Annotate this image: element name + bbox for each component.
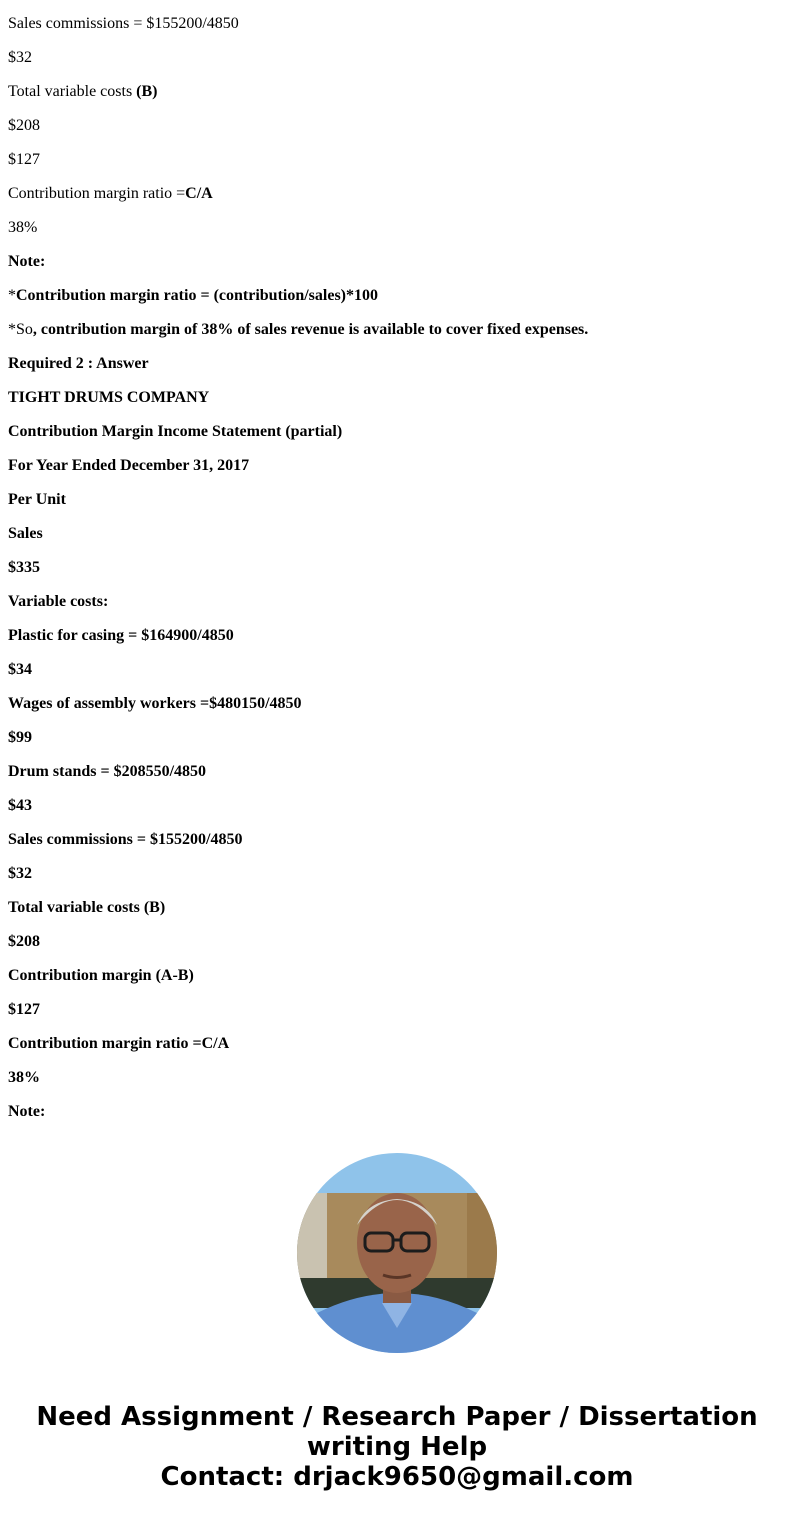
- line-bold-text: Variable costs:: [8, 593, 109, 610]
- text-line: [8, 865, 786, 899]
- text-line: [8, 389, 786, 423]
- text-line: [8, 899, 786, 933]
- text-line: [8, 1001, 786, 1035]
- line-bold-text: Plastic for casing = $164900/4850: [8, 627, 234, 644]
- line-text: 38%: [8, 219, 38, 236]
- line-bold-text: $32: [8, 865, 32, 882]
- text-line: [8, 933, 786, 967]
- text-line: [8, 185, 786, 219]
- line-bold-text: Contribution Margin Income Statement (partial): [8, 423, 343, 440]
- text-line: [8, 559, 786, 593]
- line-bold-text: Wages of assembly workers =$480150/4850: [8, 695, 302, 712]
- line-text: Total variable costs: [8, 83, 137, 100]
- text-line: [8, 1035, 786, 1069]
- text-line: [8, 593, 786, 627]
- author-photo: [297, 1153, 497, 1353]
- line-bold-text: 38%: [8, 1069, 40, 1086]
- line-bold-text: $34: [8, 661, 32, 678]
- solution-text: [8, 15, 786, 1137]
- line-bold-text: Note:: [8, 1103, 46, 1120]
- line-bold-text: Contribution margin ratio =C/A: [8, 1035, 230, 1052]
- text-line: [8, 151, 786, 185]
- line-text: Sales commissions = $155200/4850: [8, 15, 239, 32]
- text-line: [8, 83, 786, 117]
- text-line: [8, 627, 786, 661]
- text-line: [8, 49, 786, 83]
- line-bold-text: Per Unit: [8, 491, 66, 508]
- line-bold-text: Total variable costs (B): [8, 899, 166, 916]
- author-avatar: [297, 1153, 497, 1353]
- line-bold-text: (B): [136, 83, 158, 100]
- line-bold-text: Sales commissions = $155200/4850: [8, 831, 243, 848]
- text-line: [8, 321, 786, 355]
- contact-banner: [0, 1402, 794, 1492]
- line-bold-text: C/A: [185, 185, 213, 202]
- line-bold-text: $99: [8, 729, 32, 746]
- line-bold-text: , contribution margin of 38% of sales revenue is available to cover fixed expenses.: [32, 321, 589, 338]
- line-bold-text: $43: [8, 797, 32, 814]
- text-line: [8, 967, 786, 1001]
- line-bold-text: Drum stands = $208550/4850: [8, 763, 207, 780]
- text-line: [8, 729, 786, 763]
- line-text: $127: [8, 151, 40, 168]
- line-bold-text: Contribution margin ratio = (contribution/sales)*100: [16, 287, 379, 304]
- text-line: [8, 219, 786, 253]
- line-bold-text: For Year Ended December 31, 2017: [8, 457, 250, 474]
- text-line: [8, 661, 786, 695]
- line-text: $208: [8, 117, 40, 134]
- line-bold-text: Note:: [8, 253, 46, 270]
- line-text: Contribution margin ratio =: [8, 185, 186, 202]
- text-line: [8, 457, 786, 491]
- line-bold-text: Required 2 : Answer: [8, 355, 149, 372]
- text-line: [8, 831, 786, 865]
- text-line: [8, 423, 786, 457]
- text-line: [8, 287, 786, 321]
- text-line: [8, 1069, 786, 1103]
- text-line: [8, 491, 786, 525]
- line-bold-text: $335: [8, 559, 40, 576]
- text-line: [8, 763, 786, 797]
- line-bold-text: $127: [8, 1001, 40, 1018]
- text-line: [8, 15, 786, 49]
- line-bold-text: $208: [8, 933, 40, 950]
- line-text: $32: [8, 49, 32, 66]
- text-line: [8, 253, 786, 287]
- banner-line-1: Need Assignment / Research Paper / Dissertation: [36, 1402, 758, 1432]
- text-line: [8, 695, 786, 729]
- text-line: [8, 797, 786, 831]
- text-line: [8, 525, 786, 559]
- line-text: *: [8, 287, 16, 304]
- text-line: [8, 117, 786, 151]
- text-line: [8, 355, 786, 389]
- line-text: *So: [8, 321, 33, 338]
- banner-line-2: writing Help: [306, 1432, 488, 1462]
- line-bold-text: Sales: [8, 525, 43, 542]
- banner-contact-email: Contact: drjack9650@gmail.com: [160, 1462, 634, 1492]
- text-line: [8, 1103, 786, 1137]
- line-bold-text: Contribution margin (A-B): [8, 967, 194, 984]
- line-bold-text: TIGHT DRUMS COMPANY: [8, 389, 210, 406]
